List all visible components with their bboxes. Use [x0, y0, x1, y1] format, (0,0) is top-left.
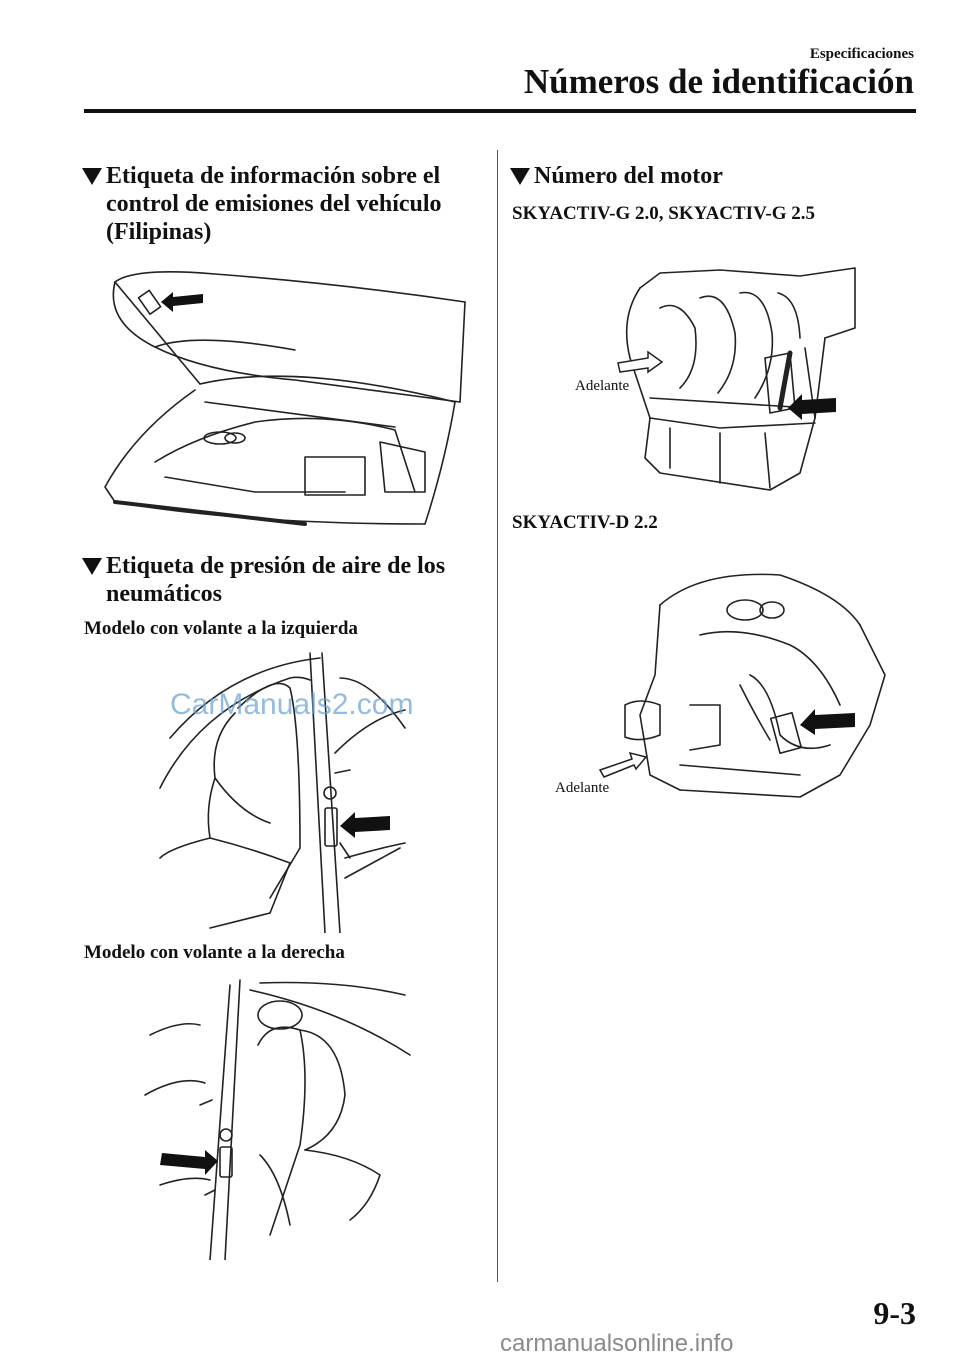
gasoline-engine-label: SKYACTIV-G 2.0, SKYACTIV-G 2.5: [512, 203, 815, 224]
front-caption-diesel: Adelante: [555, 780, 610, 796]
front-caption-gasoline: Adelante: [575, 378, 630, 394]
engine-number-heading: [510, 160, 910, 192]
down-triangle-icon: [82, 168, 102, 185]
arrow-icon: [600, 753, 646, 777]
header-rule: [84, 109, 916, 113]
emission-label-heading-line3: (Filipinas): [106, 219, 212, 245]
tire-pressure-heading-line1: Etiqueta de presión de aire de los: [106, 553, 446, 579]
chapter-title: Números de identificación: [523, 62, 914, 101]
page-number: 9-3: [873, 1295, 916, 1331]
left-hand-drive-label: Modelo con volante a la izquierda: [84, 618, 358, 639]
engine-number-heading-text: Número del motor: [534, 163, 723, 189]
emission-label-heading-line2: control de emisiones del vehículo: [106, 191, 442, 217]
column-divider: [497, 150, 498, 1282]
right-hand-drive-door-illustration: [140, 975, 415, 1260]
arrow-icon: [340, 812, 390, 838]
tire-pressure-heading-line2: neumáticos: [106, 581, 222, 607]
watermark-text: CarManuals2.com: [170, 688, 414, 721]
right-hand-drive-label: Modelo con volante a la derecha: [84, 942, 345, 963]
hood-open-illustration: [95, 262, 470, 530]
down-triangle-icon: [82, 558, 102, 575]
arrow-icon: [800, 709, 855, 735]
arrow-icon: [618, 352, 662, 372]
diesel-engine-illustration: [540, 565, 890, 805]
section-label: Especificaciones: [809, 46, 914, 62]
arrow-icon: [161, 292, 203, 312]
diesel-engine-label: SKYACTIV-D 2.2: [512, 512, 658, 533]
arrow-icon: [160, 1150, 218, 1175]
gasoline-engine-illustration: [600, 258, 860, 498]
emission-label-heading-line1: Etiqueta de información sobre el: [106, 163, 441, 189]
emission-label-heading: [82, 160, 482, 256]
down-triangle-icon: [510, 168, 530, 185]
site-watermark: carmanualsonline.info: [500, 1330, 734, 1357]
tire-pressure-heading: [82, 550, 482, 614]
